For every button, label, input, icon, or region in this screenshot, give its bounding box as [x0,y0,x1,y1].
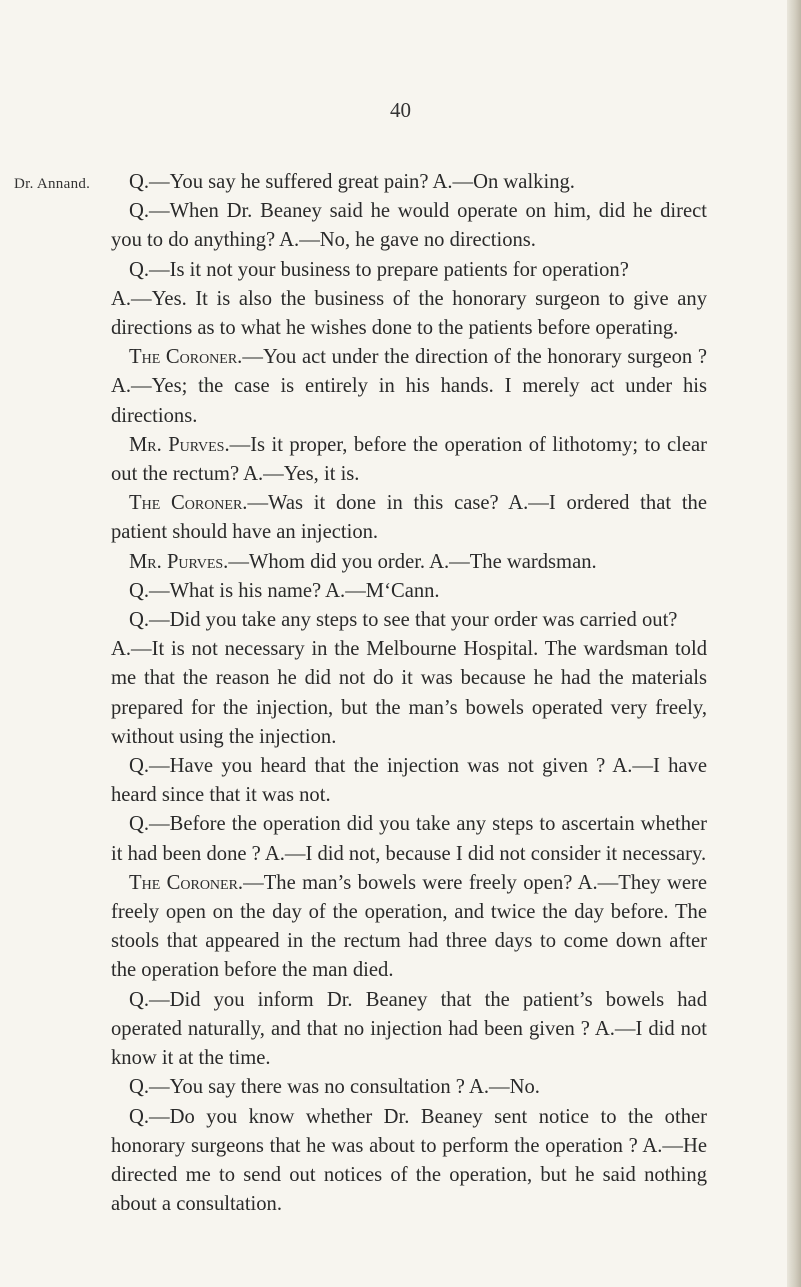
paragraph-text: Q.—When Dr. Beaney said he would operate on him, did he direct you to do anything? A.—No, he gave no directions. [111,200,707,252]
paragraph-1 [111,168,707,197]
paragraph-5 [111,343,707,431]
paragraph-text: —You act under the direction of the honorary surgeon ? A.—Yes; the case is entirely in his hands. I merely act under his directions. [111,346,708,427]
paragraph-text: Q.—What is his name? A.—M‘Cann. [129,579,440,602]
paragraph-14 [111,869,707,986]
paragraph-text: Q.—Did you take any steps to see that your order was carried out? [129,609,678,632]
paragraph-text: Q.—Did you inform Dr. Beaney that the patient’s bowels had operated naturally, and that no injection had been given ? A.—I did not know it at the time. [111,988,707,1070]
paragraph-13 [111,810,707,868]
paragraph-12 [111,752,707,810]
speaker-name: Mr. Purves. [129,433,230,456]
paragraph-text: Q.—Do you know whether Dr. Beaney sent notice to the other honorary surgeons that he was about to perform the operation ? A.—He directed me to send out notices of the operation, but he said nothing about a consultation. [111,1105,707,1216]
paragraph-text: Q.—You say there was no consultation ? A.—No. [129,1076,540,1099]
paragraph-2 [111,197,707,255]
paragraph-text: —Whom did you order. A.—The wardsman. [228,550,597,573]
speaker-name: Mr. Purves. [129,550,229,573]
paragraph-text: —Was it done in this case? A.—I ordered that the patient should have an injection. [111,492,707,544]
paragraph-text: Q.—Before the operation did you take any steps to ascertain whether it had been done ? A.—I did not, because I did not consider it necessary. [111,813,707,865]
paragraph-text: A.—Yes. It is also the business of the honorary surgeon to give any directions as to what he wishes done to the patients before operating. [111,287,707,340]
paragraph-3 [111,256,707,285]
paragraph-text: —Is it proper, before the operation of lithotomy; to clear out the rectum? A.—Yes, it is. [111,433,707,486]
paragraph-9 [111,577,707,606]
paragraph-17 [111,1103,707,1220]
paragraph-7 [111,489,707,547]
paragraph-text: A.—It is not necessary in the Melbourne Hospital. The wardsman told me that the reason he did not do it was because he had the materials prepared for the injection, but the man’s bowels operated very freely, without using the injection. [111,638,707,748]
testimony-text [111,168,707,1219]
paragraph-8 [111,548,707,577]
paragraph-6 [111,431,707,489]
paragraph-text: Q.—You say he suffered great pain? A.—On walking. [129,171,575,193]
paragraph-text: Q.—Have you heard that the injection was not given ? A.—I have heard since that it was not. [111,755,707,807]
paragraph-15 [111,986,707,1074]
page-number: 40 [390,98,411,122]
paragraph-4 [111,285,707,343]
paragraph-10 [111,606,707,635]
speaker-name: The Coroner. [129,871,244,894]
paragraph-text: —The man’s bowels were freely open? A.—They were freely open on the day of the operation, and twice the day before. The stools that appeared in the rectum had three days to come down after the operation before the man died. [111,871,707,982]
speaker-name: The Coroner. [129,346,243,369]
paragraph-16 [111,1073,707,1102]
paragraph-11 [111,635,707,752]
margin-speaker-note: Dr. Annand. [14,176,91,192]
page-edge-shadow [787,0,801,1287]
paragraph-text: Q.—Is it not your business to prepare patients for operation? [129,258,629,281]
speaker-name: The Coroner. [129,492,248,515]
